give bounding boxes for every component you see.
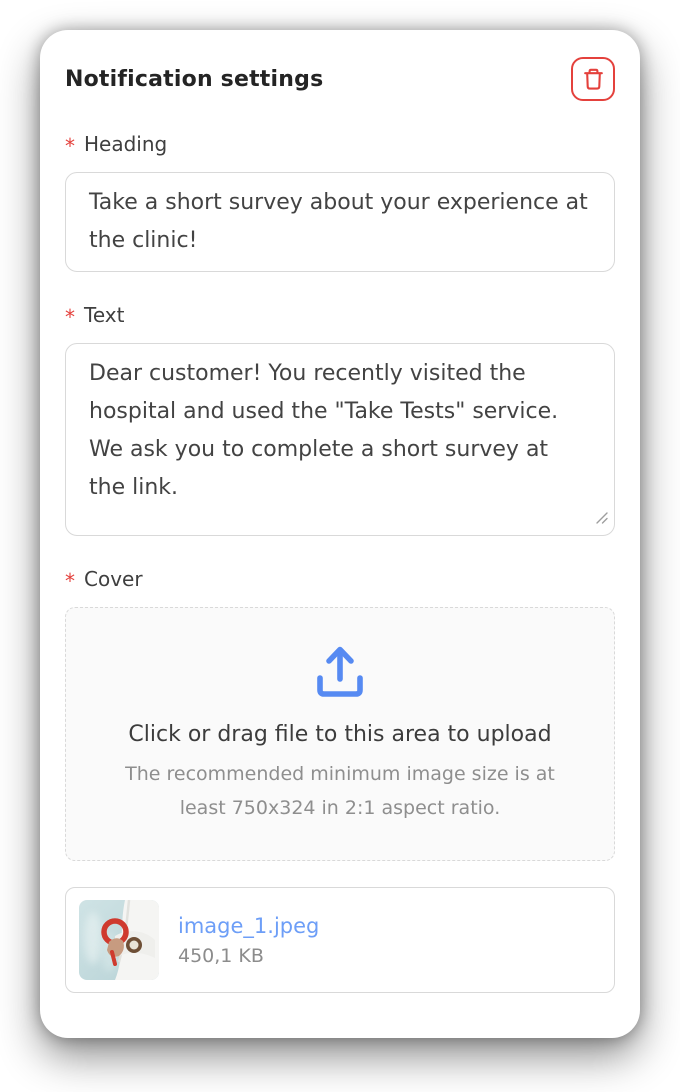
cover-label-text: Cover <box>84 567 143 591</box>
file-name-link[interactable]: image_1.jpeg <box>178 913 320 938</box>
trash-icon <box>582 67 605 92</box>
text-input-wrapper <box>65 343 615 536</box>
text-label <box>65 303 615 327</box>
text-label-text: Text <box>84 303 125 327</box>
heading-label <box>65 132 615 156</box>
required-asterisk: * <box>65 569 75 593</box>
heading-input[interactable] <box>65 172 615 272</box>
cover-field <box>65 567 615 993</box>
card-header <box>65 57 615 101</box>
upload-hint-text: The recommended minimum image size is at least 750x324 in 2:1 aspect ratio. <box>125 762 555 819</box>
doctor-photo-thumbnail <box>79 900 159 980</box>
delete-notification-button[interactable] <box>571 57 615 101</box>
notification-settings-card <box>40 30 640 1038</box>
upload-main-text: Click or drag file to this area to upload <box>128 721 552 747</box>
cover-upload-dropzone[interactable] <box>65 607 615 861</box>
heading-field <box>65 132 615 272</box>
cover-label <box>65 567 615 591</box>
required-asterisk: * <box>65 134 75 158</box>
file-size: 450,1 KB <box>178 944 264 967</box>
text-field <box>65 303 615 536</box>
resize-handle-icon[interactable] <box>594 510 609 529</box>
heading-label-text: Heading <box>84 132 168 156</box>
file-thumbnail[interactable] <box>79 900 159 980</box>
page-title: Notification settings <box>65 66 324 92</box>
file-meta <box>178 914 319 967</box>
required-asterisk: * <box>65 305 75 329</box>
text-input[interactable] <box>65 343 615 536</box>
uploaded-file-card <box>65 887 615 993</box>
upload-icon <box>313 644 367 700</box>
